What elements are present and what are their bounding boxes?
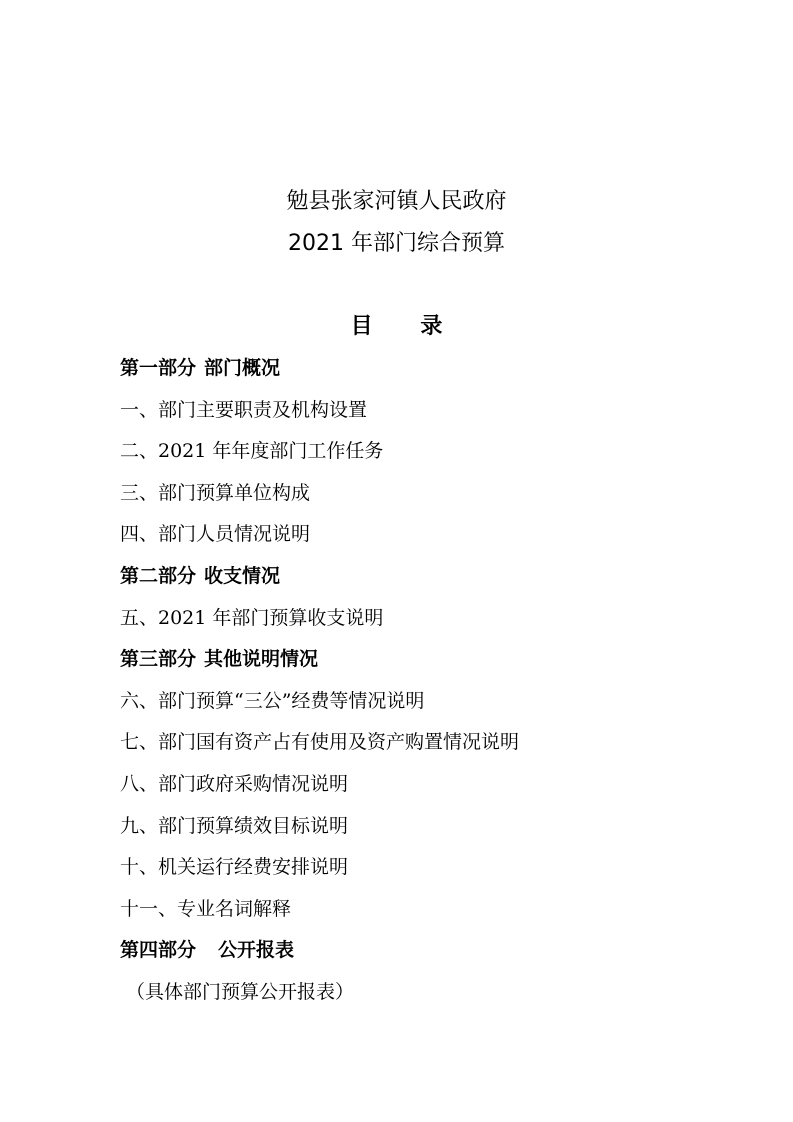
toc-part-3-name: 其他说明情况 [204,648,319,671]
toc-item-2: 二、2021 年年度部门工作任务 [120,440,384,463]
toc-item-10: 十、机关运行经费安排说明 [120,856,349,879]
toc-item-1: 一、部门主要职责及机构设置 [120,398,368,421]
toc-item-11: 十一、专业名词解释 [120,897,292,920]
toc-item-3: 三、部门预算单位构成 [120,481,311,504]
toc-item-6: 六、部门预算“三公”经费等情况说明 [120,689,425,712]
toc-part-2-label: 第二部分 [120,564,197,587]
document-title-line-1: 勉县张家河镇人民政府 [286,189,507,214]
toc-part-1-name: 部门概况 [204,357,281,379]
toc-part-2 [120,561,760,603]
toc-item-9: 九、部门预算绩效目标说明 [120,814,349,837]
toc-part-3 [120,644,760,686]
toc-part-2-name: 收支情况 [204,564,281,587]
toc-item-4: 四、部门人员情况说明 [120,523,311,546]
toc-item-7: 七、部门国有资产占有使用及资产购置情况说明 [120,731,520,754]
toc-part-4-label: 第四部分 [120,939,197,962]
table-of-contents [120,353,760,1019]
toc-note: （具体部门预算公开报表） [126,980,355,1003]
toc-part-1 [120,353,760,395]
toc-part-4 [120,935,760,977]
toc-part-3-label: 第三部分 [120,648,197,671]
toc-part-1-label: 第一部分 [120,357,197,379]
document-title-line-2: 2021 年部门综合预算 [288,231,505,256]
toc-part-4-name: 公开报表 [218,939,295,962]
toc-item-8: 八、部门政府采购情况说明 [120,772,349,795]
toc-heading: 目 录 [350,314,463,339]
toc-item-5: 五、2021 年部门预算收支说明 [120,606,384,629]
